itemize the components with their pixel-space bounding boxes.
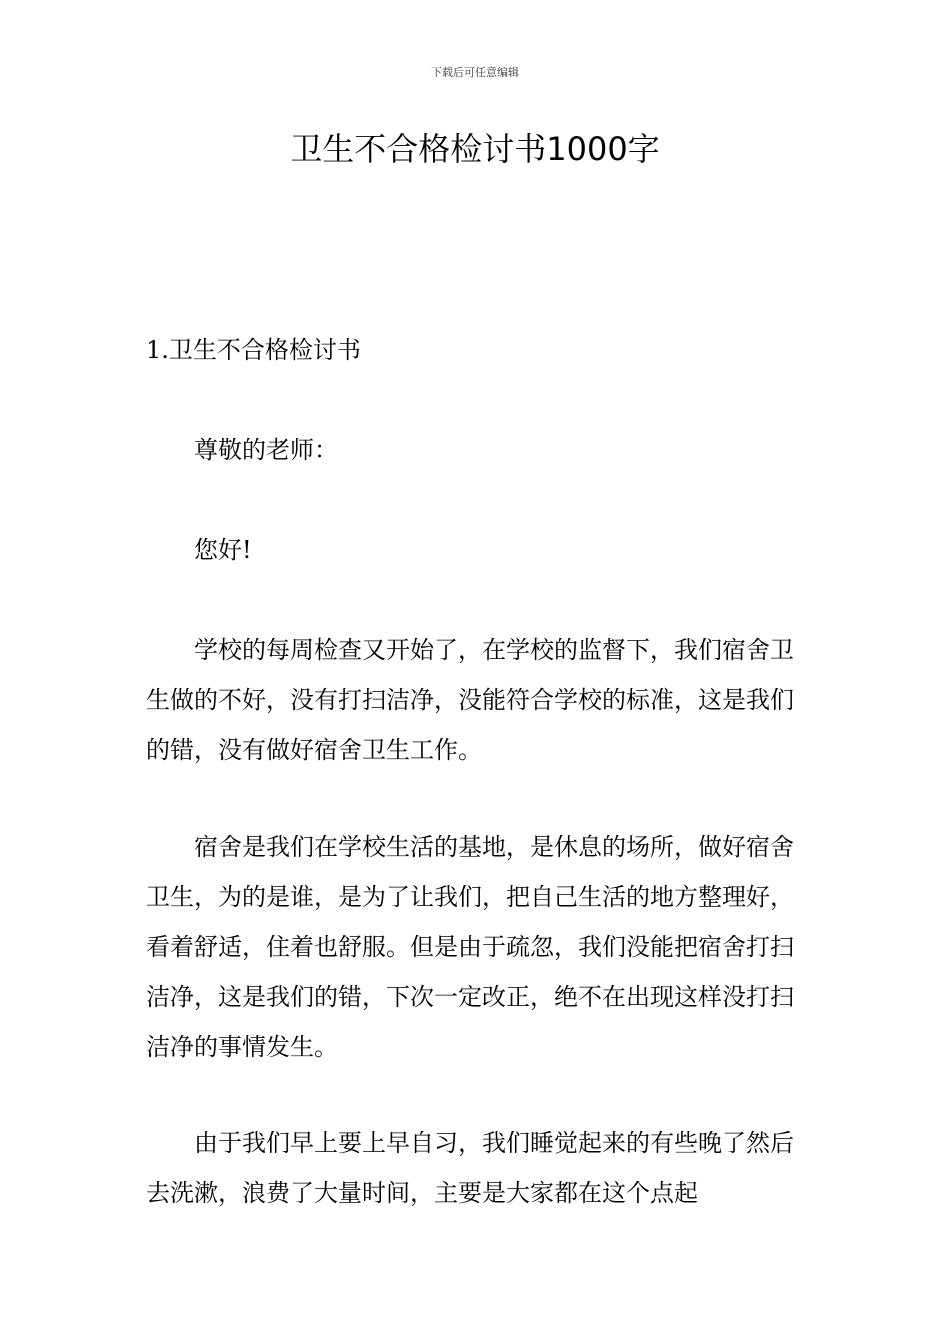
header-note: 下载后可任意编辑 bbox=[431, 66, 519, 79]
salutation: 尊敬的老师： bbox=[194, 436, 338, 464]
greeting: 您好! bbox=[194, 536, 252, 564]
paragraph-1: 学校的每周检查又开始了，在学校的监督下，我们宿舍卫生做的不好，没有打扫洁净，没能符合学校的标准，这是我们的错，没有做好宿舍卫生工作。 bbox=[146, 636, 794, 764]
paragraph-2: 宿舍是我们在学校生活的基地，是休息的场所，做好宿舍卫生，为的是谁，是为了让我们，把自己生活的地方整理好，看着舒适，住着也舒服。但是由于疏忽，我们没能把宿舍打扫洁净，这是我们的错，下次一定改正，绝不在出现这样没打扫洁净的事情发生。 bbox=[146, 833, 794, 1061]
document-title: 卫生不合格检讨书1000字 bbox=[290, 130, 660, 168]
section-heading: 1.卫生不合格检讨书 bbox=[146, 336, 361, 364]
paragraph-3: 由于我们早上要上早自习，我们睡觉起来的有些晚了然后去洗漱，浪费了大量时间，主要是大家都在这个点起 bbox=[146, 1129, 794, 1207]
